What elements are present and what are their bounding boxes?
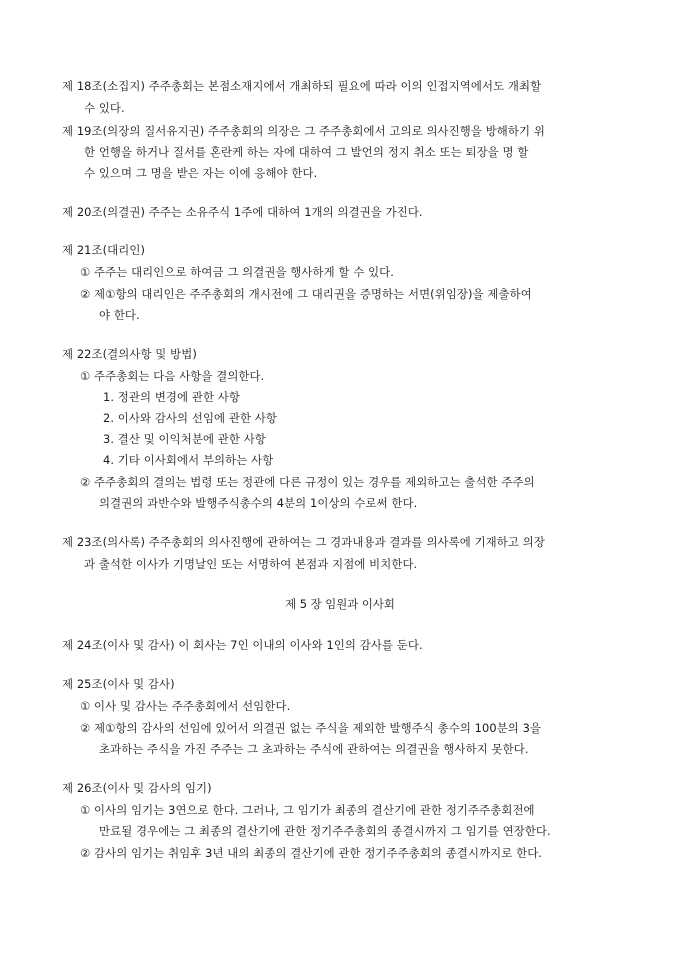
article-22-item-3: 3. 결산 및 이익처분에 관한 사항 [103,432,266,446]
article-19-line-3: 수 있으며 그 명을 받은 자는 이에 응해야 한다. [84,166,318,180]
article-23-line-1: 제 23조(의사록) 주주총회의 의사진행에 관하여는 그 경과내용과 결과를 의사록에 기재하고 의장 [62,535,545,549]
chapter-5-heading: 제 5 장 임원과 이사회 [285,597,395,611]
article-22-item-1: 1. 정관의 변경에 관한 사항 [103,390,240,404]
article-25-para-2-line-1: ② 제①항의 감사의 선임에 있어서 의결권 없는 주식을 제외한 발행주식 총수의 100분의 3을 [80,721,542,735]
article-22-item-2: 2. 이사와 감사의 선임에 관한 사항 [103,411,278,425]
article-26-para-1-line-1: ① 이사의 임기는 3연으로 한다. 그러나, 그 임기가 최종의 결산기에 관한 정기주주총회전에 [80,803,535,817]
article-20-line-1: 제 20조(의결권) 주주는 소유주식 1주에 대하여 1개의 의결권을 가진다. [62,205,423,219]
article-21-para-2-line-2: 야 한다. [99,308,140,322]
article-26-para-2: ② 감사의 임기는 취임후 3년 내의 최종의 결산기에 관한 정기주주총회의 종결시까지로 한다. [80,846,543,860]
article-23-line-2: 과 출석한 이사가 기명날인 또는 서명하여 본점과 지점에 비치한다. [84,557,418,571]
article-22-title: 제 22조(결의사항 및 방법) [62,347,197,361]
article-22-para-2-line-2: 의결권의 과반수와 발행주식총수의 4분의 1이상의 수로써 한다. [99,496,418,510]
article-19-line-1: 제 19조(의장의 질서유지권) 주주총회의 의장은 그 주주총회에서 고의로 의사진행을 방해하기 위 [62,124,545,138]
article-22-para-1: ① 주주총회는 다음 사항을 결의한다. [80,369,265,383]
article-19-line-2: 한 언행을 하거나 질서를 혼란케 하는 자에 대하여 그 발언의 정지 취소 또는 퇴장을 명 할 [84,145,529,159]
article-25-para-2-line-2: 초과하는 주식을 가진 주주는 그 초과하는 주식에 관하여는 의결권을 행사하지 못한다. [99,742,529,756]
article-18-line-2: 수 있다. [84,101,125,115]
article-25-title: 제 25조(이사 및 감사) [62,677,175,691]
article-24-line-1: 제 24조(이사 및 감사) 이 회사는 7인 이내의 이사와 1인의 감사를 둔다. [62,638,423,652]
article-21-para-2-line-1: ② 제①항의 대리인은 주주총회의 개시전에 그 대리권을 증명하는 서면(위임장)을 제출하여 [80,287,532,301]
article-26-para-1-line-2: 만료될 경우에는 그 최종의 결산기에 관한 정기주주총회의 종결시까지 그 임기를 연장한다. [99,824,551,838]
article-21-para-1: ① 주주는 대리인으로 하여금 그 의결권을 행사하게 할 수 있다. [80,265,395,279]
article-22-para-2-line-1: ② 주주총회의 결의는 법령 또는 정관에 다른 규정이 있는 경우를 제외하고는 출석한 주주의 [80,475,535,489]
article-22-item-4: 4. 기타 이사회에서 부의하는 사항 [103,453,274,467]
article-26-title: 제 26조(이사 및 감사의 임기) [62,781,212,795]
article-25-para-1: ① 이사 및 감사는 주주총회에서 선임한다. [80,699,291,713]
article-21-title: 제 21조(대리인) [62,243,146,257]
article-18-line-1: 제 18조(소집지) 주주총회는 본점소재지에서 개최하되 필요에 따라 이의 인접지역에서도 개최할 [62,79,542,93]
